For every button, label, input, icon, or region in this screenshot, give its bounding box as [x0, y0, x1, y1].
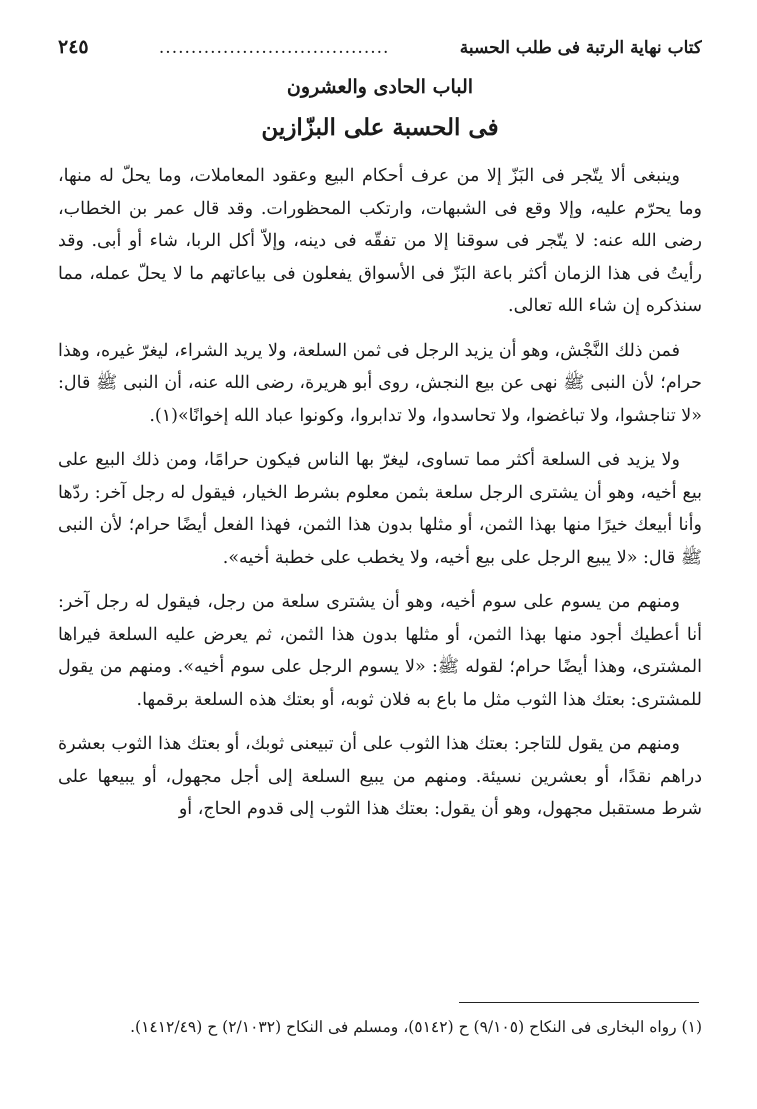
- section-title: فى الحسبة على البزّازين: [261, 114, 499, 141]
- footnote: (١) رواه البخارى فى النكاح (٩/١٠٥) ح (٥١٤٢)، ومسلم فى النكاح (٢/١٠٣٢) ح (١٤١٢/٤٩).: [130, 1018, 702, 1036]
- book-page: [58, 28, 702, 826]
- running-head: [58, 28, 702, 58]
- body-paragraph: ومنهم من يقول للتاجر: بعتك هذا الثوب على أن تبيعنى ثوبك، أو بعتك هذا الثوب بعشرة دراهم نقدًا، أو بعشرين نسيئة. ومنهم من يبيع السلعة إلى أجل مجهول، أو يبيعها على شرط مستقبل مجهول، وهو أن يقول: بعتك هذا الثوب إلى قدوم الحاج، أو: [58, 734, 702, 819]
- book-title: كتاب نهاية الرتبة فى طلب الحسبة: [459, 38, 702, 58]
- body-paragraph: وينبغى ألا يتّجر فى البَزّ إلا من عرف أحكام البيع وعقود المعاملات، وما يحلّ له منها، وما يحرّم عليه، وإلا وقع فى الشبهات، وارتكب المحظورات. وقد قال عمر بن الخطاب، رضى الله عنه: لا يتّجر فى سوقنا إلا من تفقّه فى دينه، وإلاّ أكل الربا، شاء أو أبى. وقد رأيتُ فى هذا الزمان أكثر باعة البَزّ فى الأسواق يفعلون فى بياعاتهم ما لا يحلّ عمله، مما سنذكره إن شاء الله تعالى.: [58, 166, 702, 316]
- footnote-divider: [459, 1002, 699, 1003]
- body-paragraph: ولا يزيد فى السلعة أكثر مما تساوى، ليغرّ بها الناس فيكون حرامًا، ومن ذلك البيع على بيع أخيه، وهو أن يشترى الرجل سلعة بثمن معلوم بشرط الخيار، فيقول له رجل آخر: ردّها وأنا أبيعك خيرًا منها بهذا الثمن، أو مثلها بدون هذا الثمن، فهذا الفعل أيضًا حرام؛ لأن النبى ﷺ قال: «لا يبيع الرجل على بيع أخيه، ولا يخطب على خطبة أخيه».: [58, 450, 702, 568]
- body-paragraph: فمن ذلك النَّجْش، وهو أن يزيد الرجل فى ثمن السلعة، ولا يريد الشراء، ليغرّ غيره، وهذا حرام؛ لأن النبى ﷺ نهى عن بيع النجش، روى أبو هريرة، رضى الله عنه، أن النبى ﷺ قال: «لا تناجشوا، ولا تباغضوا، ولا تحاسدوا، ولا تدابروا، وكونوا عباد الله إخوانًا»(١).: [58, 340, 702, 426]
- body-paragraph: ومنهم من يسوم على سوم أخيه، وهو أن يشترى سلعة من رجل، فيقول له رجل آخر: أنا أعطيك أجود منها بهذا الثمن، أو مثلها بدون هذا الثمن، ثم يعرض عليه السلعة فيراها المشترى، وهذا أيضًا حرام؛ لقوله ﷺ: «لا يسوم الرجل على سوم أخيه». ومنهم من يقول للمشترى: بعتك هذا الثوب مثل ما باع به فلان ثوبه، أو بعتك هذه السلعة برقمها.: [58, 592, 702, 710]
- page-number: ٢٤٥: [58, 36, 89, 58]
- footnotes: [58, 1012, 702, 1042]
- chapter-title: الباب الحادى والعشرون: [286, 76, 474, 98]
- leader-dots: ....................................: [158, 38, 390, 58]
